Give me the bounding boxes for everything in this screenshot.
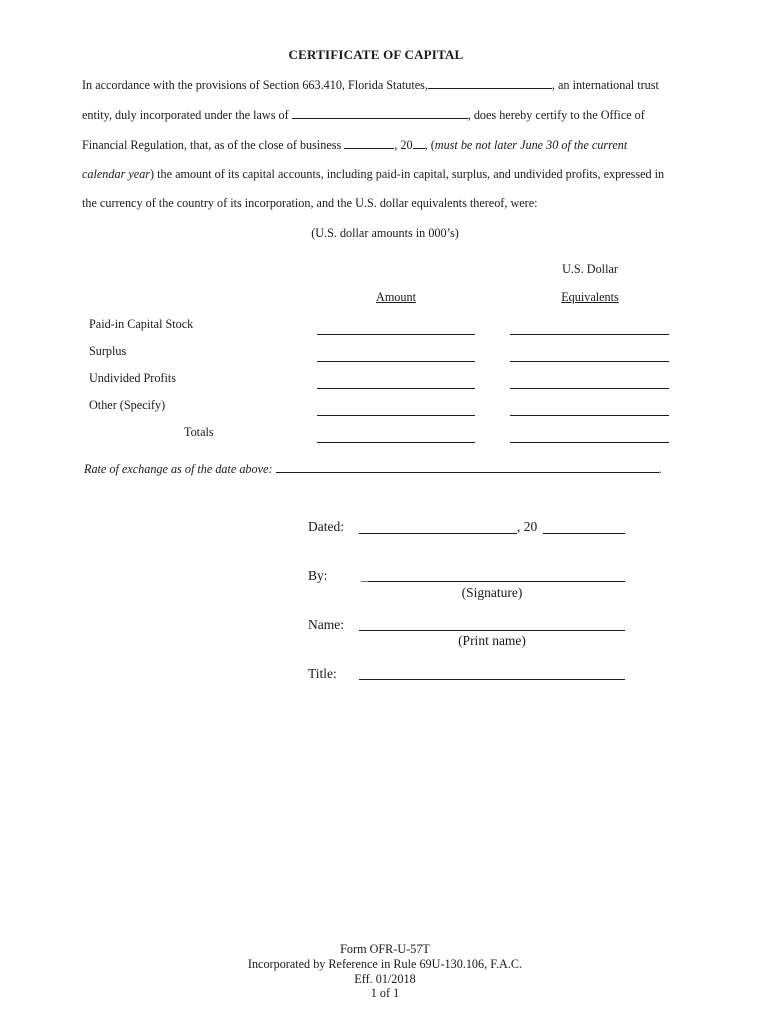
intro-text: , 20 bbox=[394, 138, 413, 152]
year-blank[interactable] bbox=[413, 137, 425, 149]
row-label-paid-in-capital: Paid-in Capital Stock bbox=[89, 317, 194, 331]
intro-text: Financial Regulation, that, as of the close of business bbox=[82, 138, 342, 152]
amounts-note: (U.S. dollar amounts in 000’s) bbox=[311, 226, 459, 240]
document-title: CERTIFICATE OF CAPITAL bbox=[288, 47, 464, 62]
other-usd-blank[interactable] bbox=[510, 415, 669, 416]
paid-in-capital-amount-blank[interactable] bbox=[317, 334, 475, 335]
exchange-rate-blank[interactable] bbox=[276, 461, 659, 473]
amount-column-header: Amount bbox=[376, 290, 416, 304]
intro-italic: calendar year bbox=[82, 167, 151, 181]
exchange-rate-line bbox=[84, 461, 662, 477]
dated-year-prefix: , 20 bbox=[517, 519, 538, 534]
entity-name-blank[interactable] bbox=[428, 77, 552, 89]
intro-line-5: the currency of the country of its incorporation, and the U.S. dollar equivalents thereof, were: bbox=[82, 196, 538, 210]
row-label-other: Other (Specify) bbox=[89, 398, 166, 412]
totals-usd-blank[interactable] bbox=[510, 442, 669, 443]
intro-text: , ( bbox=[424, 138, 435, 152]
title-blank[interactable] bbox=[359, 679, 625, 680]
usd-column-header-top: U.S. Dollar bbox=[562, 262, 618, 276]
row-label-totals: Totals bbox=[184, 425, 214, 439]
country-law-blank[interactable] bbox=[292, 107, 468, 119]
intro-italic: must be not later June 30 of the current bbox=[434, 138, 628, 152]
print-name-caption: (Print name) bbox=[458, 633, 526, 648]
print-name-blank[interactable] bbox=[359, 630, 625, 631]
intro-line-3 bbox=[82, 137, 627, 153]
usd-column-header: Equivalents bbox=[561, 290, 619, 304]
signature-caption: (Signature) bbox=[461, 585, 523, 600]
by-prefix: _ bbox=[361, 568, 368, 583]
intro-line-4 bbox=[82, 167, 664, 182]
dated-blank[interactable] bbox=[359, 533, 517, 534]
title-label: Title: bbox=[308, 666, 337, 681]
surplus-usd-blank[interactable] bbox=[510, 361, 669, 362]
by-label: By: bbox=[308, 568, 328, 583]
footer-incorporated: Incorporated by Reference in Rule 69U-130.106, F.A.C. bbox=[247, 957, 523, 971]
exchange-rate-label: Rate of exchange as of the date above: bbox=[84, 462, 276, 476]
dated-year-blank[interactable] bbox=[543, 533, 625, 534]
intro-text: ) the amount of its capital accounts, including paid-in capital, surplus, and undivided profits, expressed in bbox=[150, 167, 665, 181]
undivided-profits-usd-blank[interactable] bbox=[510, 388, 669, 389]
surplus-amount-blank[interactable] bbox=[317, 361, 475, 362]
intro-text: entity, duly incorporated under the laws of bbox=[82, 108, 289, 122]
dated-label: Dated: bbox=[308, 519, 344, 534]
business-date-blank[interactable] bbox=[344, 137, 394, 149]
intro-line-2 bbox=[82, 107, 645, 123]
intro-text: , an international trust bbox=[551, 78, 659, 92]
other-amount-blank[interactable] bbox=[317, 415, 475, 416]
paid-in-capital-usd-blank[interactable] bbox=[510, 334, 669, 335]
intro-text: In accordance with the provisions of Section 663.410, Florida Statutes, bbox=[82, 78, 428, 92]
row-label-undivided-profits: Undivided Profits bbox=[89, 371, 177, 385]
undivided-profits-amount-blank[interactable] bbox=[317, 388, 475, 389]
row-label-surplus: Surplus bbox=[89, 344, 127, 358]
footer-effective: Eff. 01/2018 bbox=[354, 972, 416, 986]
footer-page: 1 of 1 bbox=[370, 986, 400, 1000]
totals-amount-blank[interactable] bbox=[317, 442, 475, 443]
footer-form: Form OFR-U-57T bbox=[340, 942, 430, 956]
intro-line-1 bbox=[82, 77, 659, 93]
exchange-rate-end: . bbox=[658, 462, 662, 476]
signature-blank[interactable] bbox=[368, 581, 625, 582]
name-label: Name: bbox=[308, 617, 344, 632]
intro-text: , does hereby certify to the Office of bbox=[467, 108, 645, 122]
